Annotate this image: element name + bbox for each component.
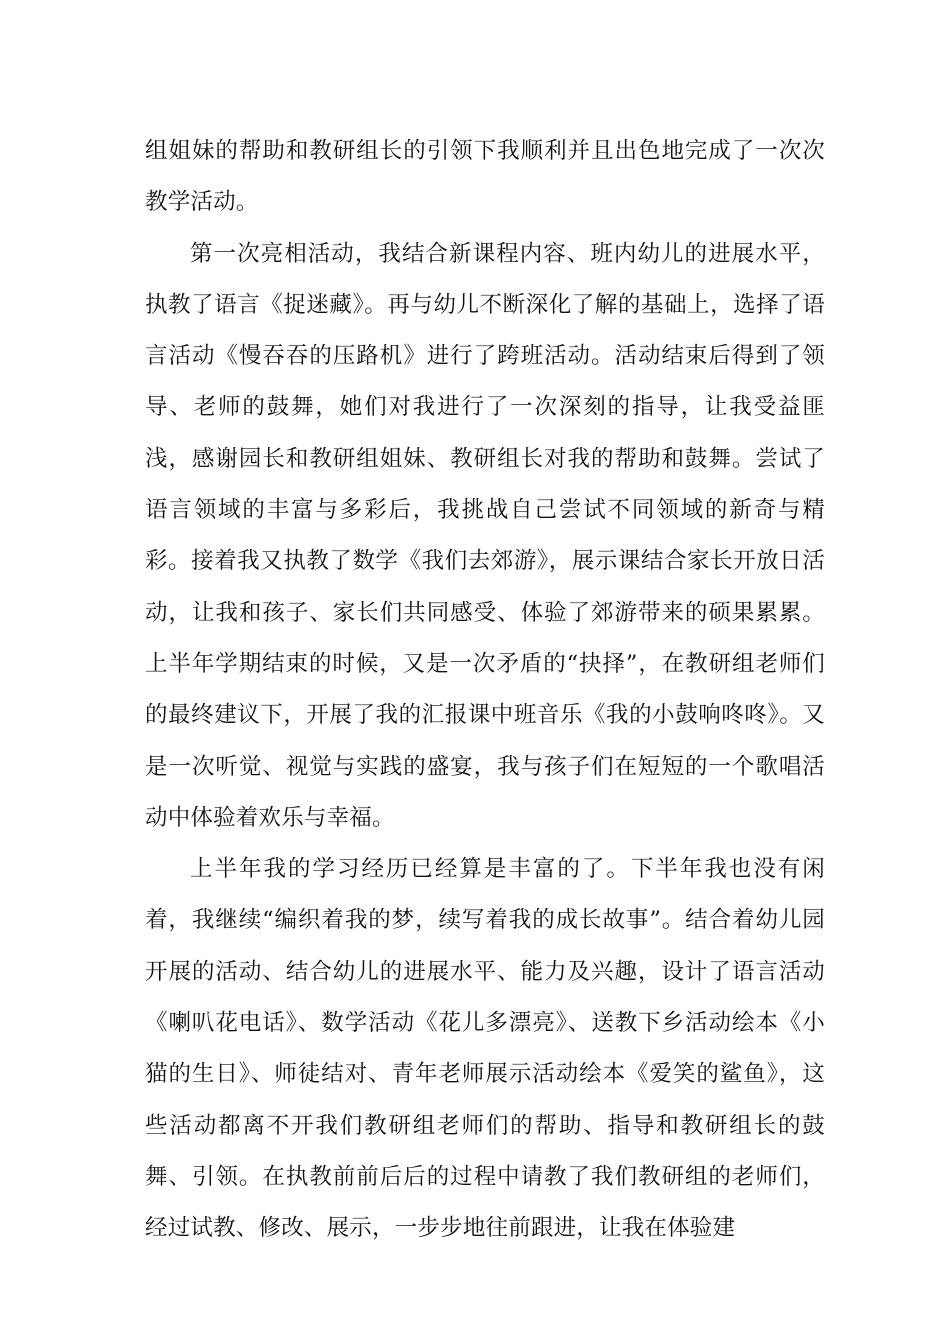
- paragraph-2: 第一次亮相活动，我结合新课程内容、班内幼儿的进展水平，执教了语言《捉迷藏》。再与幼儿不断深化了解的基础上，选择了语言活动《慢吞吞的压路机》进行了跨班活动。活动结束后得到了领导、老师的鼓舞，她们对我进行了一次深刻的指导，让我受益匪浅，感谢园长和教研组姐妹、教研组长对我的帮助和鼓舞。尝试了语言领域的丰富与多彩后，我挑战自己尝试不同领域的新奇与精彩。接着我又执教了数学《我们去郊游》，展示课结合家长开放日活动，让我和孩子、家长们共同感受、体验了郊游带来的硕果累累。上半年学期结束的时候，又是一次矛盾的“抉择”，在教研组老师们的最终建议下，开展了我的汇报课中班音乐《我的小鼓响咚咚》。又是一次听觉、视觉与实践的盛宴，我与孩子们在短短的一个歌唱活动中体验着欢乐与幸福。: [145, 240, 825, 831]
- document-body: [145, 126, 825, 1255]
- paragraph-1: 组姐妹的帮助和教研组长的引领下我顺利并且出色地完成了一次次教学活动。: [145, 138, 825, 216]
- paragraph-3: 上半年我的学习经历已经算是丰富的了。下半年我也没有闲着，我继续“编织着我的梦，续写着我的成长故事”。结合着幼儿园开展的活动、结合幼儿的进展水平、能力及兴趣，设计了语言活动《喇叭花电话》、数学活动《花儿多漂亮》、送教下乡活动绘本《小猫的生日》、师徒结对、青年老师展示活动绘本《爱笑的鲨鱼》，这些活动都离不开我们教研组老师们的帮助、指导和教研组长的鼓舞、引领。在执教前前后后的过程中请教了我们教研组的老师们，经过试教、修改、展示，一步步地往前跟进，让我在体验建: [145, 856, 825, 1242]
